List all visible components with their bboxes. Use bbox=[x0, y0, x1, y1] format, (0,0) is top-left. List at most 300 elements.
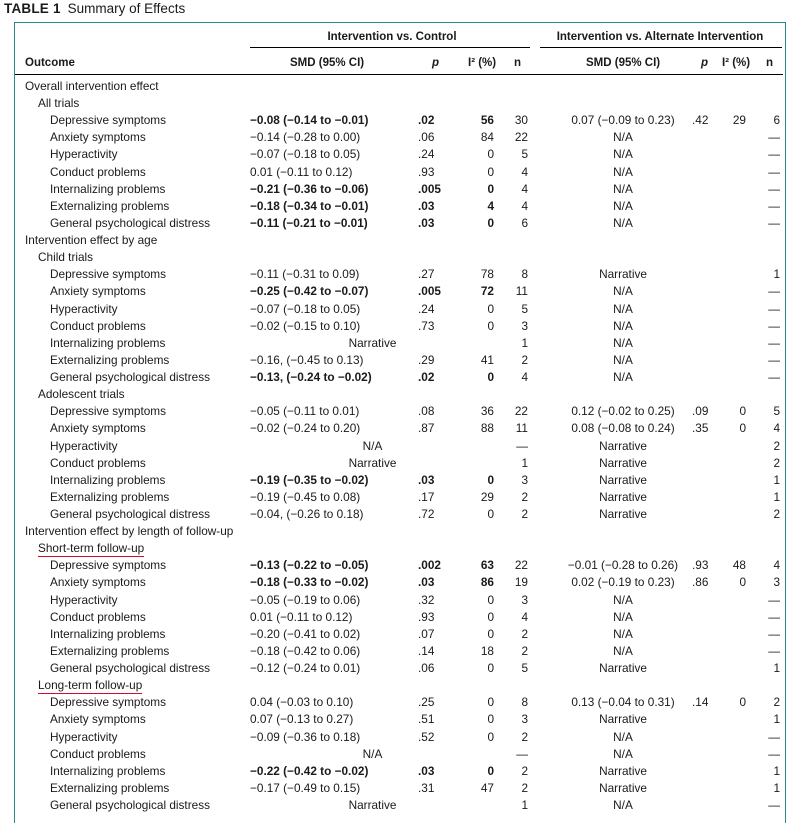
table-row bbox=[0, 403, 802, 420]
cell-n-alt: 2 bbox=[773, 507, 780, 521]
cell-smd-alt: −0.01 (−0.28 to 0.26) bbox=[567, 558, 679, 573]
cell-smd: −0.02 (−0.24 to 0.20) bbox=[250, 421, 361, 436]
table-row bbox=[0, 129, 802, 146]
cell-n: 30 bbox=[514, 113, 528, 128]
col-header-smd-alt: SMD (95% CI) bbox=[586, 57, 661, 69]
row-label: Internalizing problems bbox=[50, 626, 166, 641]
col-header-n-alt: n bbox=[766, 57, 774, 69]
cell-smd: 0.07 (−0.13 to 0.27) bbox=[250, 712, 354, 727]
table-row bbox=[0, 694, 802, 711]
cell-n: 2 bbox=[521, 729, 528, 744]
row-label: Hyperactivity bbox=[50, 592, 118, 607]
row-label: Anxiety symptoms bbox=[50, 575, 146, 590]
cell-smd-alt: Narrative bbox=[599, 455, 647, 470]
table-row bbox=[0, 557, 802, 574]
table-row bbox=[0, 181, 802, 198]
cell-n: 4 bbox=[521, 164, 528, 179]
cell-i2: 63 bbox=[480, 558, 494, 573]
cell-n-alt: — bbox=[768, 130, 780, 145]
cell-n-alt: — bbox=[768, 147, 780, 162]
cell-n: 4 bbox=[521, 609, 528, 624]
cell-n-alt: 2 bbox=[773, 695, 780, 710]
cell-n-alt: 1 bbox=[773, 661, 780, 676]
table-row bbox=[0, 369, 802, 386]
cell-p: .51 bbox=[418, 712, 435, 727]
cell-n: 2 bbox=[521, 780, 528, 795]
table-caption bbox=[4, 1, 185, 16]
row-label: Hyperactivity bbox=[50, 301, 118, 316]
cell-p: .25 bbox=[418, 695, 435, 710]
cell-smd: −0.20 (−0.41 to 0.02) bbox=[250, 626, 361, 641]
cell-smd-alt: Narrative bbox=[599, 489, 647, 504]
section-heading-row bbox=[0, 540, 802, 557]
group-header-intervention-vs-alternate: Intervention vs. Alternate Intervention bbox=[556, 31, 764, 43]
row-label: Depressive symptoms bbox=[50, 404, 167, 419]
row-label: Externalizing problems bbox=[50, 643, 170, 658]
cell-smd: −0.19 (−0.35 to −0.02) bbox=[250, 472, 369, 487]
cell-n: 11 bbox=[515, 284, 528, 299]
section-heading-row bbox=[0, 78, 802, 95]
row-label: Internalizing problems bbox=[50, 472, 166, 487]
cell-smd-alt: Narrative bbox=[599, 763, 647, 778]
cell-n: 11 bbox=[515, 421, 528, 436]
cell-n-alt: — bbox=[768, 181, 780, 196]
cell-smd: Narrative bbox=[348, 335, 397, 350]
cell-p: .14 bbox=[418, 643, 435, 658]
cell-n: 3 bbox=[521, 318, 528, 333]
table-row bbox=[0, 472, 802, 489]
cell-n-alt: — bbox=[768, 798, 780, 813]
cell-i2-alt: 0 bbox=[739, 421, 746, 436]
row-label: Externalizing problems bbox=[50, 780, 170, 795]
group-rule-1 bbox=[250, 47, 530, 48]
table-row bbox=[0, 626, 802, 643]
cell-smd-alt: N/A bbox=[613, 592, 633, 607]
cell-p: .005 bbox=[418, 181, 441, 196]
row-label: Overall intervention effect bbox=[25, 79, 159, 93]
cell-n-alt: — bbox=[768, 318, 780, 333]
cell-n: 19 bbox=[514, 575, 528, 590]
cell-smd: −0.11 (−0.31 to 0.09) bbox=[250, 267, 360, 282]
cell-n-alt: — bbox=[768, 370, 780, 385]
cell-smd: N/A bbox=[362, 746, 383, 761]
row-label: Internalizing problems bbox=[50, 763, 166, 778]
cell-n: 5 bbox=[521, 147, 528, 162]
row-label: Externalizing problems bbox=[50, 489, 170, 504]
cell-n: 1 bbox=[521, 798, 528, 813]
cell-n: 22 bbox=[514, 404, 528, 419]
cell-i2: 0 bbox=[487, 164, 494, 179]
cell-i2: 0 bbox=[487, 592, 494, 607]
table-row bbox=[0, 352, 802, 369]
cell-i2: 72 bbox=[480, 284, 494, 299]
row-label: Internalizing problems bbox=[50, 335, 166, 350]
table-title: Summary of Effects bbox=[67, 1, 186, 16]
cell-n: 2 bbox=[521, 352, 528, 367]
cell-n-alt: — bbox=[768, 592, 780, 607]
table-row bbox=[0, 746, 802, 763]
cell-p: .03 bbox=[418, 215, 435, 230]
cell-smd-alt: N/A bbox=[613, 335, 633, 350]
section-heading-row bbox=[0, 523, 802, 540]
cell-smd: −0.04, (−0.26 to 0.18) bbox=[250, 507, 364, 521]
cell-p: .87 bbox=[418, 421, 435, 436]
cell-n: 2 bbox=[521, 643, 528, 658]
cell-n: 3 bbox=[521, 712, 528, 727]
cell-i2: 36 bbox=[480, 404, 494, 419]
cell-smd: −0.25 (−0.42 to −0.07) bbox=[250, 284, 369, 299]
cell-n-alt: — bbox=[768, 729, 780, 744]
cell-n: 5 bbox=[521, 661, 528, 676]
row-label: General psychological distress bbox=[50, 370, 210, 385]
table-row bbox=[0, 112, 802, 129]
row-label: Externalizing problems bbox=[50, 352, 170, 367]
table-row bbox=[0, 506, 802, 523]
cell-smd: −0.13 (−0.22 to −0.05) bbox=[250, 558, 369, 573]
cell-n-alt: — bbox=[768, 301, 780, 316]
cell-smd: N/A bbox=[362, 438, 383, 453]
table-row bbox=[0, 609, 802, 626]
cell-n: 2 bbox=[521, 507, 528, 521]
cell-smd-alt: N/A bbox=[613, 181, 633, 196]
cell-p: .03 bbox=[418, 763, 435, 778]
cell-smd-alt: N/A bbox=[613, 626, 633, 641]
cell-i2: 4 bbox=[487, 198, 494, 213]
cell-p-alt: .86 bbox=[692, 575, 709, 590]
cell-smd: −0.12 (−0.24 to 0.01) bbox=[250, 661, 361, 676]
cell-i2: 0 bbox=[487, 626, 494, 641]
cell-p-alt: .42 bbox=[692, 113, 709, 128]
table-label: TABLE 1 bbox=[4, 1, 61, 16]
cell-smd-alt: N/A bbox=[613, 198, 633, 213]
row-label: Anxiety symptoms bbox=[50, 421, 146, 436]
cell-smd: −0.07 (−0.18 to 0.05) bbox=[250, 301, 361, 316]
cell-i2: 0 bbox=[487, 507, 494, 521]
cell-p: .72 bbox=[418, 507, 435, 521]
cell-p: .24 bbox=[418, 147, 435, 162]
cell-n: — bbox=[516, 746, 528, 761]
cell-n: 1 bbox=[521, 335, 528, 350]
cell-n-alt: — bbox=[768, 352, 780, 367]
cell-smd: −0.18 (−0.42 to 0.06) bbox=[250, 643, 361, 658]
table-row bbox=[0, 335, 802, 352]
cell-p: .27 bbox=[418, 267, 435, 282]
cell-smd-alt: N/A bbox=[613, 352, 633, 367]
cell-smd: −0.19 (−0.45 to 0.08) bbox=[250, 489, 361, 504]
cell-n: 4 bbox=[521, 370, 528, 385]
table-row bbox=[0, 660, 802, 677]
row-label: Hyperactivity bbox=[50, 438, 118, 453]
cell-smd-alt: N/A bbox=[613, 164, 633, 179]
cell-p: .24 bbox=[418, 301, 435, 316]
cell-n-alt: — bbox=[768, 198, 780, 213]
cell-smd-alt: Narrative bbox=[599, 507, 647, 521]
row-label: Hyperactivity bbox=[50, 729, 118, 744]
cell-smd-alt: 0.08 (−0.08 to 0.24) bbox=[571, 421, 675, 436]
cell-i2: 0 bbox=[487, 147, 494, 162]
section-heading-row bbox=[0, 232, 802, 249]
col-header-i2: I² (%) bbox=[468, 57, 497, 69]
cell-n: 5 bbox=[521, 301, 528, 316]
row-label: General psychological distress bbox=[50, 798, 210, 813]
cell-smd: −0.05 (−0.11 to 0.01) bbox=[250, 404, 360, 419]
section-heading-row bbox=[0, 95, 802, 112]
cell-n-alt: — bbox=[768, 746, 780, 761]
group-rule-2 bbox=[540, 47, 782, 48]
row-label: Anxiety symptoms bbox=[50, 284, 146, 299]
col-header-outcome: Outcome bbox=[25, 57, 75, 69]
cell-i2: 47 bbox=[480, 780, 494, 795]
cell-smd: −0.11 (−0.21 to −0.01) bbox=[250, 215, 368, 230]
table-row bbox=[0, 797, 802, 814]
cell-smd-alt: N/A bbox=[613, 643, 633, 658]
cell-i2: 0 bbox=[487, 370, 494, 385]
cell-n: 1 bbox=[521, 455, 528, 470]
cell-p: .03 bbox=[418, 472, 435, 487]
table-row bbox=[0, 455, 802, 472]
group-header-intervention-vs-control: Intervention vs. Control bbox=[327, 31, 457, 43]
cell-smd: −0.18 (−0.33 to −0.02) bbox=[250, 575, 369, 590]
cell-smd-alt: Narrative bbox=[599, 438, 647, 453]
row-label: General psychological distress bbox=[50, 215, 210, 230]
cell-p: .03 bbox=[418, 198, 435, 213]
table-row bbox=[0, 763, 802, 780]
cell-p-alt: .09 bbox=[692, 404, 709, 419]
cell-p: .02 bbox=[418, 113, 435, 128]
cell-p: .93 bbox=[418, 609, 435, 624]
row-label: Intervention effect by length of follow-up bbox=[25, 524, 234, 539]
cell-smd-alt: 0.07 (−0.09 to 0.23) bbox=[571, 113, 675, 128]
cell-i2-alt: 0 bbox=[739, 575, 746, 590]
cell-n-alt: — bbox=[768, 609, 780, 624]
cell-smd-alt: Narrative bbox=[599, 661, 647, 676]
cell-p: .002 bbox=[418, 558, 441, 573]
cell-smd-alt: N/A bbox=[613, 301, 633, 316]
cell-smd-alt: N/A bbox=[613, 215, 633, 230]
cell-i2: 0 bbox=[487, 609, 494, 624]
row-label: Hyperactivity bbox=[50, 147, 118, 162]
row-label: Conduct problems bbox=[50, 746, 146, 761]
col-header-n: n bbox=[514, 57, 522, 69]
row-label: Depressive symptoms bbox=[50, 113, 167, 128]
cell-i2: 0 bbox=[487, 695, 494, 710]
cell-n: 4 bbox=[521, 181, 528, 196]
cell-n-alt: — bbox=[768, 215, 780, 230]
row-label: Externalizing problems bbox=[50, 198, 170, 213]
cell-smd-alt: N/A bbox=[613, 318, 633, 333]
row-label: Long-term follow-up bbox=[38, 678, 143, 693]
cell-smd-alt: Narrative bbox=[599, 712, 647, 727]
table-row bbox=[0, 318, 802, 335]
cell-i2: 84 bbox=[480, 130, 494, 145]
cell-smd-alt: N/A bbox=[613, 130, 633, 145]
cell-n: 8 bbox=[521, 695, 528, 710]
table-row bbox=[0, 729, 802, 746]
cell-i2-alt: 0 bbox=[739, 404, 746, 419]
row-label: Anxiety symptoms bbox=[50, 712, 146, 727]
cell-smd-alt: 0.02 (−0.19 to 0.23) bbox=[571, 575, 675, 590]
cell-p: .02 bbox=[418, 370, 435, 385]
cell-i2: 56 bbox=[480, 113, 494, 128]
cell-n-alt: 1 bbox=[773, 763, 780, 778]
cell-smd-alt: N/A bbox=[613, 370, 633, 385]
cell-n: 6 bbox=[521, 215, 528, 230]
cell-smd: 0.01 (−0.11 to 0.12) bbox=[250, 164, 353, 179]
cell-i2-alt: 29 bbox=[732, 113, 746, 128]
row-label: Short-term follow-up bbox=[38, 541, 145, 556]
cell-p: .07 bbox=[418, 626, 435, 641]
table-row bbox=[0, 301, 802, 318]
row-label: Conduct problems bbox=[50, 609, 146, 624]
row-label: General psychological distress bbox=[50, 507, 210, 521]
cell-n-alt: — bbox=[768, 164, 780, 179]
section-heading-row bbox=[0, 386, 802, 403]
row-label: Intervention effect by age bbox=[25, 233, 158, 248]
table-row bbox=[0, 266, 802, 283]
row-label: Depressive symptoms bbox=[50, 558, 167, 573]
header-rule bbox=[15, 74, 783, 75]
table-row bbox=[0, 420, 802, 437]
cell-smd: 0.04 (−0.03 to 0.10) bbox=[250, 695, 354, 710]
cell-i2: 0 bbox=[487, 729, 494, 744]
cell-p: .17 bbox=[418, 489, 435, 504]
cell-smd: −0.13, (−0.24 to −0.02) bbox=[250, 370, 372, 385]
cell-smd: −0.02 (−0.15 to 0.10) bbox=[250, 318, 361, 333]
cell-smd: Narrative bbox=[348, 455, 397, 470]
cell-smd: −0.21 (−0.36 to −0.06) bbox=[250, 181, 369, 196]
table-row bbox=[0, 438, 802, 455]
row-label: Conduct problems bbox=[50, 455, 146, 470]
row-label: General psychological distress bbox=[50, 661, 210, 676]
row-label: Conduct problems bbox=[50, 318, 146, 333]
cell-p: .31 bbox=[418, 780, 435, 795]
table-row bbox=[0, 574, 802, 591]
row-label: Internalizing problems bbox=[50, 181, 166, 196]
row-label: Anxiety symptoms bbox=[50, 130, 146, 145]
table-row bbox=[0, 643, 802, 660]
cell-n: — bbox=[516, 438, 528, 453]
cell-n: 2 bbox=[521, 489, 528, 504]
row-label: Depressive symptoms bbox=[50, 267, 167, 282]
cell-n: 4 bbox=[521, 198, 528, 213]
row-label: All trials bbox=[38, 96, 80, 111]
cell-smd-alt: N/A bbox=[613, 284, 633, 299]
cell-smd: −0.09 (−0.36 to 0.18) bbox=[250, 729, 361, 744]
col-header-p: p bbox=[432, 57, 440, 69]
cell-n-alt: 1 bbox=[773, 267, 780, 282]
cell-smd: −0.07 (−0.18 to 0.05) bbox=[250, 147, 361, 162]
cell-i2: 41 bbox=[480, 352, 494, 367]
cell-i2: 0 bbox=[487, 301, 494, 316]
cell-i2: 88 bbox=[480, 421, 494, 436]
table-row bbox=[0, 164, 802, 181]
cell-n: 22 bbox=[514, 558, 528, 573]
cell-smd-alt: N/A bbox=[613, 746, 633, 761]
cell-i2: 0 bbox=[487, 712, 494, 727]
cell-i2: 0 bbox=[487, 763, 494, 778]
cell-n-alt: — bbox=[768, 335, 780, 350]
cell-smd: −0.08 (−0.14 to −0.01) bbox=[250, 113, 369, 128]
col-header-p-alt: p bbox=[701, 57, 709, 69]
cell-smd: −0.16, (−0.45 to 0.13) bbox=[250, 352, 364, 367]
cell-p: .29 bbox=[418, 352, 435, 367]
cell-p: .005 bbox=[418, 284, 441, 299]
cell-smd: Narrative bbox=[348, 798, 397, 813]
cell-smd-alt: N/A bbox=[613, 729, 633, 744]
cell-smd: −0.05 (−0.19 to 0.06) bbox=[250, 592, 361, 607]
cell-p: .52 bbox=[418, 729, 435, 744]
cell-n-alt: 4 bbox=[773, 558, 780, 573]
section-heading-row bbox=[0, 249, 802, 266]
cell-i2: 18 bbox=[480, 643, 494, 658]
cell-smd-alt: Narrative bbox=[599, 472, 647, 487]
cell-i2: 0 bbox=[487, 472, 494, 487]
cell-p: .03 bbox=[418, 575, 435, 590]
cell-smd-alt: 0.13 (−0.04 to 0.31) bbox=[571, 695, 675, 710]
table-row bbox=[0, 489, 802, 506]
cell-smd: −0.14 (−0.28 to 0.00) bbox=[250, 130, 361, 145]
cell-n-alt: — bbox=[768, 643, 780, 658]
cell-i2: 0 bbox=[487, 215, 494, 230]
row-label: Depressive symptoms bbox=[50, 695, 167, 710]
cell-n: 2 bbox=[521, 763, 528, 778]
cell-n-alt: — bbox=[768, 626, 780, 641]
cell-smd: −0.17 (−0.49 to 0.15) bbox=[250, 780, 361, 795]
cell-smd-alt: N/A bbox=[613, 609, 633, 624]
cell-i2: 0 bbox=[487, 661, 494, 676]
cell-p: .06 bbox=[418, 661, 435, 676]
col-header-smd: SMD (95% CI) bbox=[290, 57, 365, 69]
cell-n-alt: 6 bbox=[773, 113, 780, 128]
cell-p: .32 bbox=[418, 592, 435, 607]
cell-i2: 0 bbox=[487, 318, 494, 333]
cell-n: 3 bbox=[521, 592, 528, 607]
cell-p-alt: .35 bbox=[692, 421, 709, 436]
cell-n-alt: 1 bbox=[773, 489, 780, 504]
table-row bbox=[0, 198, 802, 215]
cell-i2: 86 bbox=[480, 575, 494, 590]
table-row bbox=[0, 592, 802, 609]
cell-n-alt: 3 bbox=[773, 575, 780, 590]
row-label: Adolescent trials bbox=[38, 387, 125, 402]
cell-smd: 0.01 (−0.11 to 0.12) bbox=[250, 609, 353, 624]
cell-p: .08 bbox=[418, 404, 435, 419]
cell-n-alt: 1 bbox=[773, 780, 780, 795]
cell-smd-alt: 0.12 (−0.02 to 0.25) bbox=[571, 404, 675, 419]
cell-smd: −0.22 (−0.42 to −0.02) bbox=[250, 763, 369, 778]
table-row bbox=[0, 780, 802, 797]
cell-i2: 0 bbox=[487, 181, 494, 196]
cell-i2: 78 bbox=[480, 267, 494, 282]
cell-smd-alt: N/A bbox=[613, 147, 633, 162]
cell-n-alt: 5 bbox=[773, 404, 780, 419]
row-label: Child trials bbox=[38, 250, 94, 265]
cell-p: .93 bbox=[418, 164, 435, 179]
table-row bbox=[0, 283, 802, 300]
cell-smd-alt: Narrative bbox=[599, 267, 647, 282]
cell-i2: 29 bbox=[480, 489, 494, 504]
table-row bbox=[0, 146, 802, 163]
cell-n: 2 bbox=[521, 626, 528, 641]
section-heading-row bbox=[0, 677, 802, 694]
cell-n-alt: 1 bbox=[773, 472, 780, 487]
row-label: Conduct problems bbox=[50, 164, 146, 179]
cell-i2-alt: 48 bbox=[732, 558, 746, 573]
cell-n: 22 bbox=[514, 130, 528, 145]
cell-smd: −0.18 (−0.34 to −0.01) bbox=[250, 198, 369, 213]
cell-p: .73 bbox=[418, 318, 435, 333]
cell-p: .06 bbox=[418, 130, 435, 145]
